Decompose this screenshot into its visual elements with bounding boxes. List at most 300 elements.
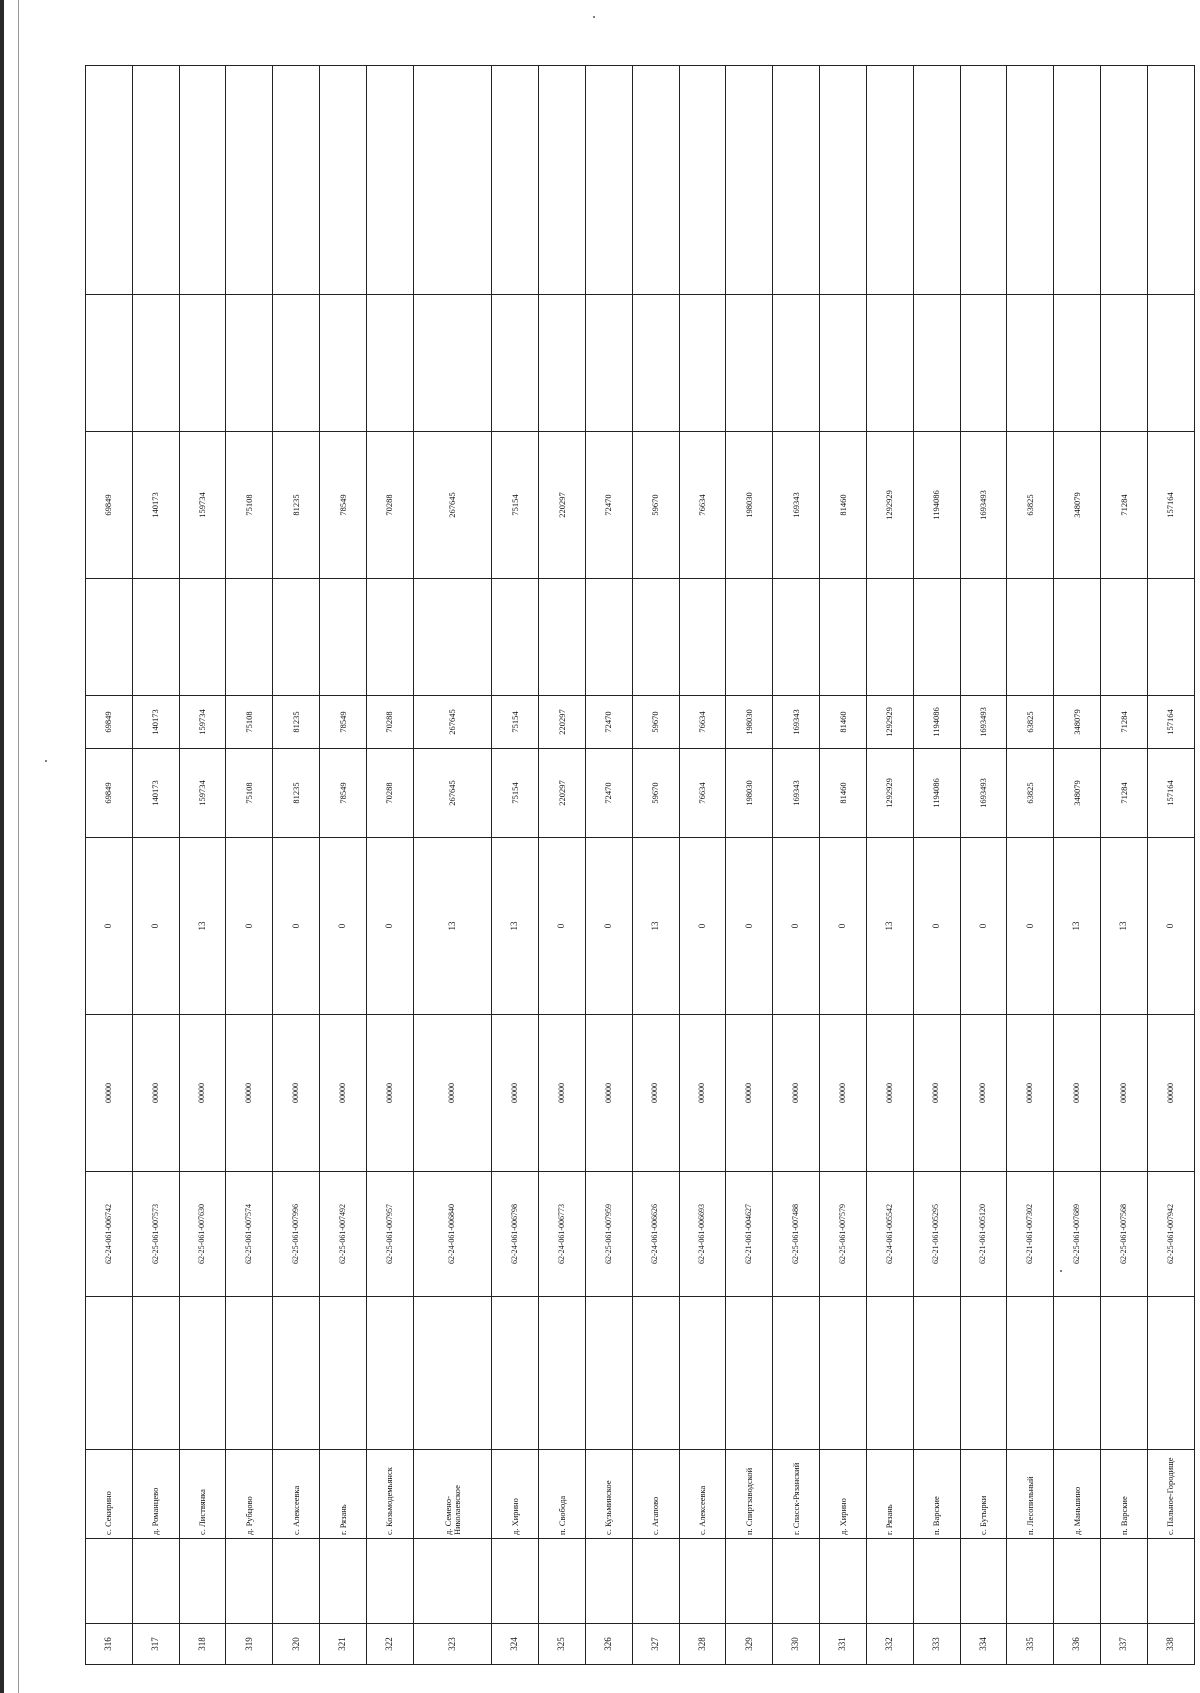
object-description-cell [726,1297,773,1450]
value-cell-1: 78549 [320,749,367,838]
cadastral-code-cell: 62-25-061-007959 [585,1172,632,1297]
zero-code-cell: 00000 [539,1015,586,1172]
blank-cell [179,295,226,432]
locality-cell: п. Спиртзаводской [726,1450,773,1539]
flag-cell: 13 [179,838,226,1015]
flag-cell: 0 [679,838,726,1015]
zero-code-cell: 00000 [820,1015,867,1172]
value-cell-1: 220297 [539,749,586,838]
flag-cell: 0 [86,838,133,1015]
table-row [86,66,133,1665]
value-cell-2: 348079 [1054,696,1101,749]
blank-cell-last [86,66,133,295]
municipality-cell [866,1539,913,1624]
table-row [632,66,679,1665]
value-cell-1: 75108 [226,749,273,838]
value-cell-4: 75154 [492,432,539,579]
municipality-cell [366,1539,413,1624]
cadastral-code-cell: 62-24-061-006773 [539,1172,586,1297]
cadastral-code-cell: 62-21-061-005120 [960,1172,1007,1297]
municipality-cell [726,1539,773,1624]
blank-cell [1101,295,1148,432]
value-cell-4: 140173 [132,432,179,579]
value-cell-1: 159734 [179,749,226,838]
blank-cell [585,295,632,432]
blank-cell [820,295,867,432]
zero-code-cell: 00000 [585,1015,632,1172]
zero-code-cell: 00000 [179,1015,226,1172]
value-cell-1: 81235 [273,749,320,838]
value-cell-1: 69849 [86,749,133,838]
blank-cell [539,295,586,432]
flag-cell: 0 [913,838,960,1015]
cadastral-code-cell: 62-24-061-006742 [86,1172,133,1297]
value-cell-3 [492,579,539,696]
scan-border [0,0,4,1693]
table-row [585,66,632,1665]
zero-code-cell: 00000 [273,1015,320,1172]
table-row [1007,66,1054,1665]
blank-cell-last [866,66,913,295]
value-cell-2: 63825 [1007,696,1054,749]
value-cell-3 [132,579,179,696]
object-description-cell [539,1297,586,1450]
object-description-cell [773,1297,820,1450]
value-cell-2: 1194086 [913,696,960,749]
locality-cell: д. Хирино [820,1450,867,1539]
municipality-cell [273,1539,320,1624]
scan-border-line [18,0,19,1693]
table-row [273,66,320,1665]
zero-code-cell: 00000 [1101,1015,1148,1172]
blank-cell-last [226,66,273,295]
blank-cell [413,295,491,432]
zero-code-cell: 00000 [773,1015,820,1172]
locality-cell: п. Варские [1101,1450,1148,1539]
blank-cell [773,295,820,432]
row-number: 327 [632,1624,679,1665]
object-description-cell [492,1297,539,1450]
object-description-cell [413,1297,491,1450]
value-cell-4: 59670 [632,432,679,579]
cadastral-code-cell: 62-24-061-006626 [632,1172,679,1297]
value-cell-2: 140173 [132,696,179,749]
row-number: 321 [320,1624,367,1665]
object-description-cell [960,1297,1007,1450]
cadastral-code-cell: 62-24-061-006693 [679,1172,726,1297]
flag-cell: 0 [820,838,867,1015]
municipality-cell [413,1539,491,1624]
blank-cell [679,295,726,432]
object-description-cell [226,1297,273,1450]
zero-code-cell: 00000 [913,1015,960,1172]
flag-cell: 0 [539,838,586,1015]
blank-cell-last [679,66,726,295]
value-cell-2: 81235 [273,696,320,749]
flag-cell: 13 [492,838,539,1015]
value-cell-2: 69849 [86,696,133,749]
value-cell-4: 1693493 [960,432,1007,579]
flag-cell: 0 [585,838,632,1015]
flag-cell: 0 [773,838,820,1015]
blank-cell-last [1054,66,1101,295]
blank-cell-last [366,66,413,295]
value-cell-1: 1194086 [913,749,960,838]
row-number: 331 [820,1624,867,1665]
object-description-cell [1007,1297,1054,1450]
flag-cell: 0 [132,838,179,1015]
value-cell-4: 69849 [86,432,133,579]
locality-cell: с. Бутырки [960,1450,1007,1539]
value-cell-4: 159734 [179,432,226,579]
flag-cell: 0 [366,838,413,1015]
value-cell-3 [179,579,226,696]
zero-code-cell: 00000 [726,1015,773,1172]
blank-cell [273,295,320,432]
value-cell-3 [866,579,913,696]
cadastral-code-cell: 62-25-061-007574 [226,1172,273,1297]
municipality-cell [539,1539,586,1624]
flag-cell: 0 [1147,838,1194,1015]
value-cell-3 [366,579,413,696]
cadastral-code-cell: 62-21-061-005295 [913,1172,960,1297]
value-cell-1: 157164 [1147,749,1194,838]
value-cell-1: 71284 [1101,749,1148,838]
zero-code-cell: 00000 [632,1015,679,1172]
row-number: 332 [866,1624,913,1665]
value-cell-4: 72470 [585,432,632,579]
locality-cell: с. Агапово [632,1450,679,1539]
value-cell-3 [1054,579,1101,696]
object-description-cell [86,1297,133,1450]
value-cell-4: 1194086 [913,432,960,579]
value-cell-4: 81460 [820,432,867,579]
value-cell-4: 71284 [1101,432,1148,579]
blank-cell [866,295,913,432]
zero-code-cell: 00000 [1054,1015,1101,1172]
table-row [226,66,273,1665]
cadastral-code-cell: 62-25-061-007573 [132,1172,179,1297]
blank-cell-last [1007,66,1054,295]
value-cell-2: 220297 [539,696,586,749]
object-description-cell [913,1297,960,1450]
locality-cell: п. Свобода [539,1450,586,1539]
locality-cell: д. Маньшино [1054,1450,1101,1539]
registry-table [85,65,1195,1665]
locality-cell: с. Листвянка [179,1450,226,1539]
blank-cell [366,295,413,432]
row-number: 323 [413,1624,491,1665]
locality-cell: с. Алексеевка [679,1450,726,1539]
object-description-cell [320,1297,367,1450]
blank-cell-last [1101,66,1148,295]
cadastral-code-cell: 62-21-061-007302 [1007,1172,1054,1297]
blank-cell-last [960,66,1007,295]
blank-cell-last [273,66,320,295]
value-cell-2: 70288 [366,696,413,749]
table-row [726,66,773,1665]
value-cell-3 [726,579,773,696]
table-row [679,66,726,1665]
municipality-cell [679,1539,726,1624]
cadastral-code-cell: 62-25-061-007488 [773,1172,820,1297]
blank-cell-last [320,66,367,295]
row-number: 334 [960,1624,1007,1665]
value-cell-3 [679,579,726,696]
object-description-cell [1147,1297,1194,1450]
flag-cell: 0 [726,838,773,1015]
zero-code-cell: 00000 [679,1015,726,1172]
table-row [1054,66,1101,1665]
value-cell-2: 169343 [773,696,820,749]
table-row [1147,66,1194,1665]
object-description-cell [820,1297,867,1450]
locality-cell: п. Лесопильный [1007,1450,1054,1539]
value-cell-3 [539,579,586,696]
row-number: 333 [913,1624,960,1665]
row-number: 318 [179,1624,226,1665]
value-cell-2: 1292929 [866,696,913,749]
value-cell-2: 198030 [726,696,773,749]
municipality-cell [320,1539,367,1624]
table-row [960,66,1007,1665]
object-description-cell [866,1297,913,1450]
value-cell-4: 81235 [273,432,320,579]
value-cell-4: 348079 [1054,432,1101,579]
zero-code-cell: 00000 [366,1015,413,1172]
blank-cell [913,295,960,432]
municipality-cell [773,1539,820,1624]
value-cell-3 [273,579,320,696]
registry-table-body [86,66,1195,1665]
flag-cell: 13 [866,838,913,1015]
value-cell-3 [1147,579,1194,696]
municipality-cell [820,1539,867,1624]
value-cell-1: 81460 [820,749,867,838]
locality-cell: г. Рязань [866,1450,913,1539]
value-cell-2: 81460 [820,696,867,749]
value-cell-4: 169343 [773,432,820,579]
row-number: 326 [585,1624,632,1665]
table-row [179,66,226,1665]
object-description-cell [585,1297,632,1450]
table-row [413,66,491,1665]
flag-cell: 13 [1101,838,1148,1015]
zero-code-cell: 00000 [960,1015,1007,1172]
value-cell-3 [632,579,679,696]
municipality-cell [913,1539,960,1624]
value-cell-2: 157164 [1147,696,1194,749]
municipality-cell [179,1539,226,1624]
value-cell-4: 70288 [366,432,413,579]
value-cell-1: 1292929 [866,749,913,838]
row-number: 338 [1147,1624,1194,1665]
cadastral-code-cell: 62-25-061-007630 [179,1172,226,1297]
blank-cell-last [726,66,773,295]
object-description-cell [1101,1297,1148,1450]
value-cell-1: 72470 [585,749,632,838]
row-number: 320 [273,1624,320,1665]
value-cell-3 [773,579,820,696]
value-cell-3 [1101,579,1148,696]
cadastral-code-cell: 62-25-061-007492 [320,1172,367,1297]
row-number: 316 [86,1624,133,1665]
row-number: 329 [726,1624,773,1665]
cadastral-code-cell: 62-25-061-007957 [366,1172,413,1297]
value-cell-3 [585,579,632,696]
blank-cell [1054,295,1101,432]
blank-cell [492,295,539,432]
blank-cell [320,295,367,432]
value-cell-4: 63825 [1007,432,1054,579]
flag-cell: 0 [1007,838,1054,1015]
value-cell-4: 157164 [1147,432,1194,579]
municipality-cell [1007,1539,1054,1624]
row-number: 317 [132,1624,179,1665]
table-row [820,66,867,1665]
blank-cell-last [632,66,679,295]
municipality-cell [585,1539,632,1624]
value-cell-3 [86,579,133,696]
municipality-cell [1101,1539,1148,1624]
table-row [773,66,820,1665]
zero-code-cell: 00000 [226,1015,273,1172]
zero-code-cell: 00000 [1147,1015,1194,1172]
blank-cell [1147,295,1194,432]
object-description-cell [679,1297,726,1450]
object-description-cell [273,1297,320,1450]
locality-cell: с. Алексеевка [273,1450,320,1539]
blank-cell [726,295,773,432]
blank-cell-last [773,66,820,295]
scan-speck [593,16,595,18]
value-cell-2: 72470 [585,696,632,749]
value-cell-4: 1292929 [866,432,913,579]
value-cell-1: 140173 [132,749,179,838]
value-cell-4: 267645 [413,432,491,579]
value-cell-3 [226,579,273,696]
blank-cell-last [132,66,179,295]
value-cell-1: 267645 [413,749,491,838]
cadastral-code-cell: 62-21-061-004627 [726,1172,773,1297]
locality-cell: д. Рубцово [226,1450,273,1539]
value-cell-2: 78549 [320,696,367,749]
value-cell-3 [320,579,367,696]
table-row [539,66,586,1665]
value-cell-2: 159734 [179,696,226,749]
locality-cell: с. Секирино [86,1450,133,1539]
table-row [1101,66,1148,1665]
blank-cell-last [585,66,632,295]
value-cell-4: 75108 [226,432,273,579]
value-cell-1: 76634 [679,749,726,838]
zero-code-cell: 00000 [320,1015,367,1172]
flag-cell: 0 [226,838,273,1015]
row-number: 330 [773,1624,820,1665]
blank-cell [1007,295,1054,432]
row-number: 325 [539,1624,586,1665]
cadastral-code-cell: 62-25-061-007579 [820,1172,867,1297]
row-number: 335 [1007,1624,1054,1665]
value-cell-1: 198030 [726,749,773,838]
flag-cell: 0 [960,838,1007,1015]
value-cell-2: 75108 [226,696,273,749]
value-cell-3 [820,579,867,696]
cadastral-code-cell: 62-25-061-007568 [1101,1172,1148,1297]
value-cell-1: 75154 [492,749,539,838]
blank-cell-last [492,66,539,295]
blank-cell-last [179,66,226,295]
zero-code-cell: 00000 [1007,1015,1054,1172]
municipality-cell [1147,1539,1194,1624]
table-row [366,66,413,1665]
table-row [320,66,367,1665]
scan-speck [45,760,47,762]
municipality-cell [492,1539,539,1624]
row-number: 328 [679,1624,726,1665]
value-cell-2: 1693493 [960,696,1007,749]
municipality-cell [86,1539,133,1624]
flag-cell: 0 [273,838,320,1015]
municipality-cell [960,1539,1007,1624]
municipality-cell [132,1539,179,1624]
object-description-cell [1054,1297,1101,1450]
row-number: 324 [492,1624,539,1665]
row-number: 337 [1101,1624,1148,1665]
object-description-cell [132,1297,179,1450]
flag-cell: 13 [1054,838,1101,1015]
locality-cell: д. Хирино [492,1450,539,1539]
value-cell-3 [913,579,960,696]
zero-code-cell: 00000 [413,1015,491,1172]
flag-cell: 0 [320,838,367,1015]
locality-cell: с. Пальное-Городище [1147,1450,1194,1539]
blank-cell-last [913,66,960,295]
value-cell-3 [960,579,1007,696]
locality-cell: д. Семено-Николаевское [413,1450,491,1539]
value-cell-1: 59670 [632,749,679,838]
value-cell-2: 71284 [1101,696,1148,749]
object-description-cell [179,1297,226,1450]
zero-code-cell: 00000 [86,1015,133,1172]
cadastral-code-cell: 62-24-061-006798 [492,1172,539,1297]
value-cell-4: 76634 [679,432,726,579]
municipality-cell [226,1539,273,1624]
blank-cell [132,295,179,432]
blank-cell-last [413,66,491,295]
cadastral-code-cell: 62-25-061-007689 [1054,1172,1101,1297]
value-cell-1: 1693493 [960,749,1007,838]
locality-cell: г. Спасск-Рязанский [773,1450,820,1539]
object-description-cell [366,1297,413,1450]
cadastral-code-cell: 62-24-061-006840 [413,1172,491,1297]
municipality-cell [632,1539,679,1624]
value-cell-1: 169343 [773,749,820,838]
row-number: 319 [226,1624,273,1665]
locality-cell: д. Романцево [132,1450,179,1539]
table-row [866,66,913,1665]
blank-cell-last [820,66,867,295]
zero-code-cell: 00000 [866,1015,913,1172]
flag-cell: 13 [413,838,491,1015]
zero-code-cell: 00000 [132,1015,179,1172]
value-cell-1: 63825 [1007,749,1054,838]
blank-cell [226,295,273,432]
cadastral-code-cell: 62-24-061-005542 [866,1172,913,1297]
blank-cell [86,295,133,432]
value-cell-2: 75154 [492,696,539,749]
value-cell-2: 76634 [679,696,726,749]
